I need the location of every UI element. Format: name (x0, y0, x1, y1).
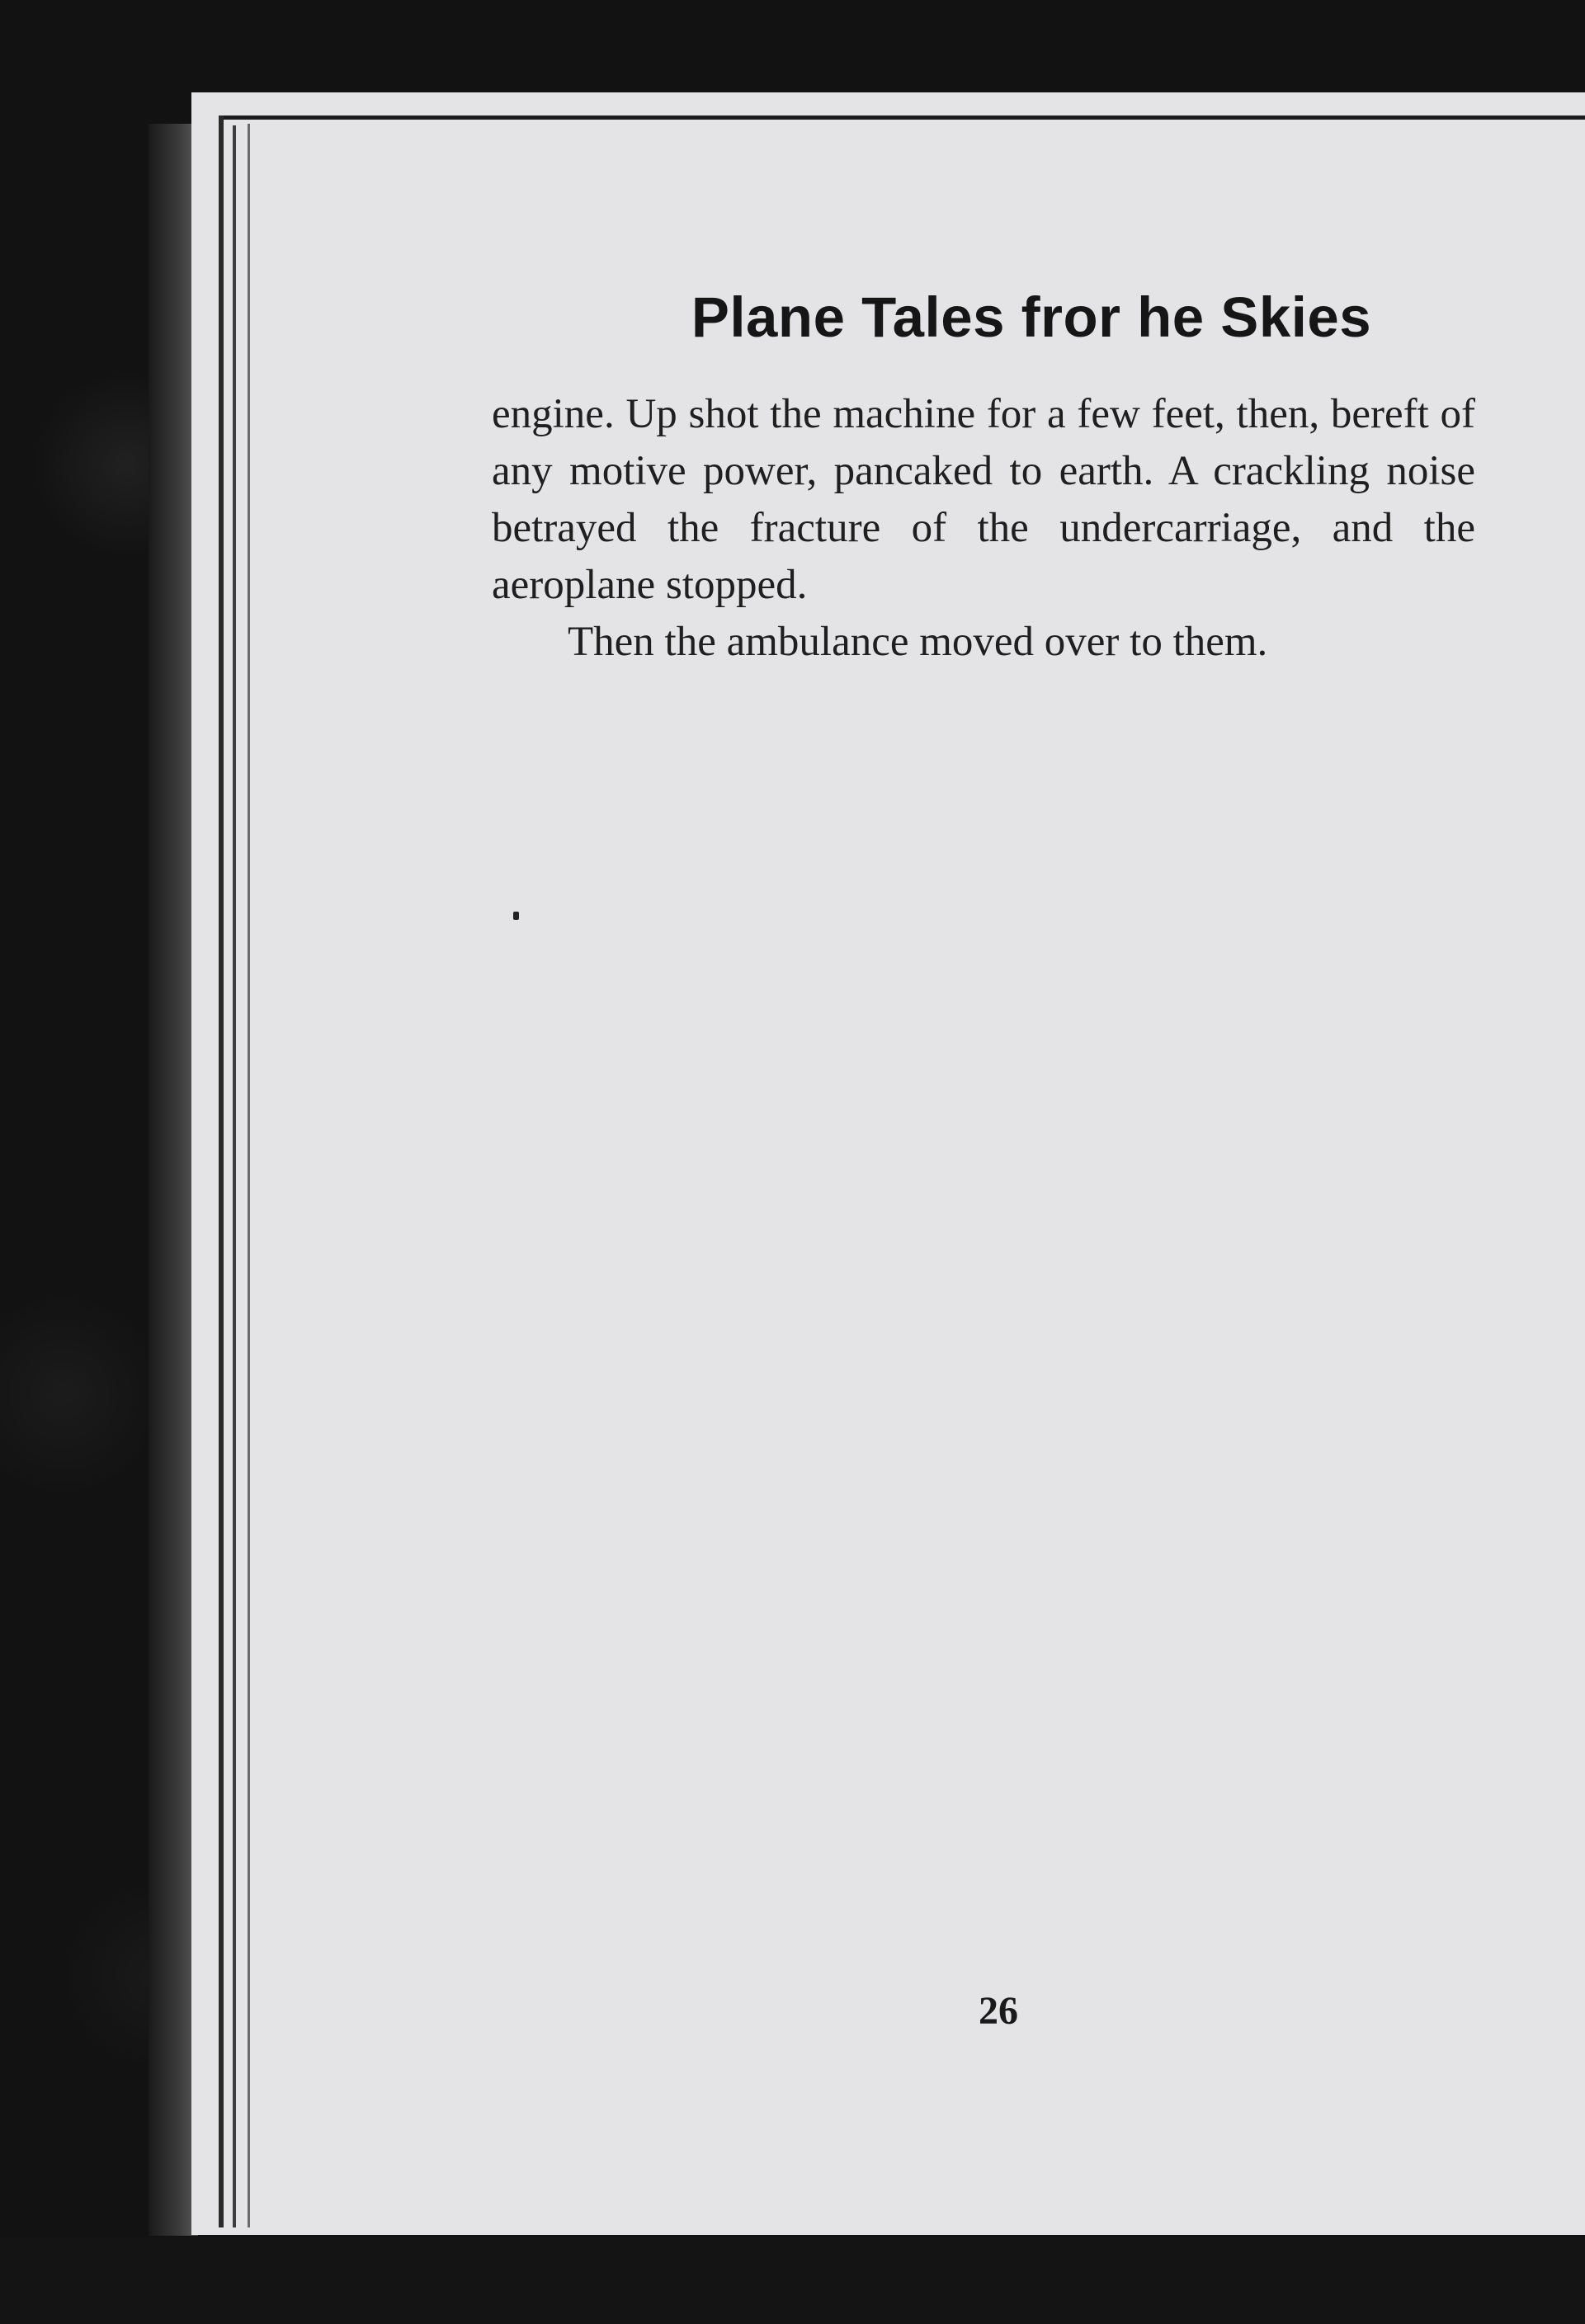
page-left-edge-middle (233, 125, 236, 2227)
book-gutter (149, 124, 198, 2236)
ink-speck (513, 912, 519, 920)
paragraph-1: engine. Up shot the machine for a few feet, then, bereft of any motive power, pancaked to earth. A crackling noise betrayed the fracture of the undercarriage, and the aeroplane stopped. (492, 391, 1475, 608)
scan-bottom-margin (0, 2237, 1585, 2324)
paragraph-2: Then the ambulance moved over to them. (568, 619, 1268, 665)
page-top-edge (219, 115, 1585, 120)
page-left-edge-outer (219, 115, 224, 2227)
running-head: Plane Tales fror he Skies (691, 285, 1372, 349)
page-number: 26 (979, 1989, 1018, 2033)
page-left-edge-inner (248, 124, 250, 2227)
body-text (492, 386, 1475, 671)
